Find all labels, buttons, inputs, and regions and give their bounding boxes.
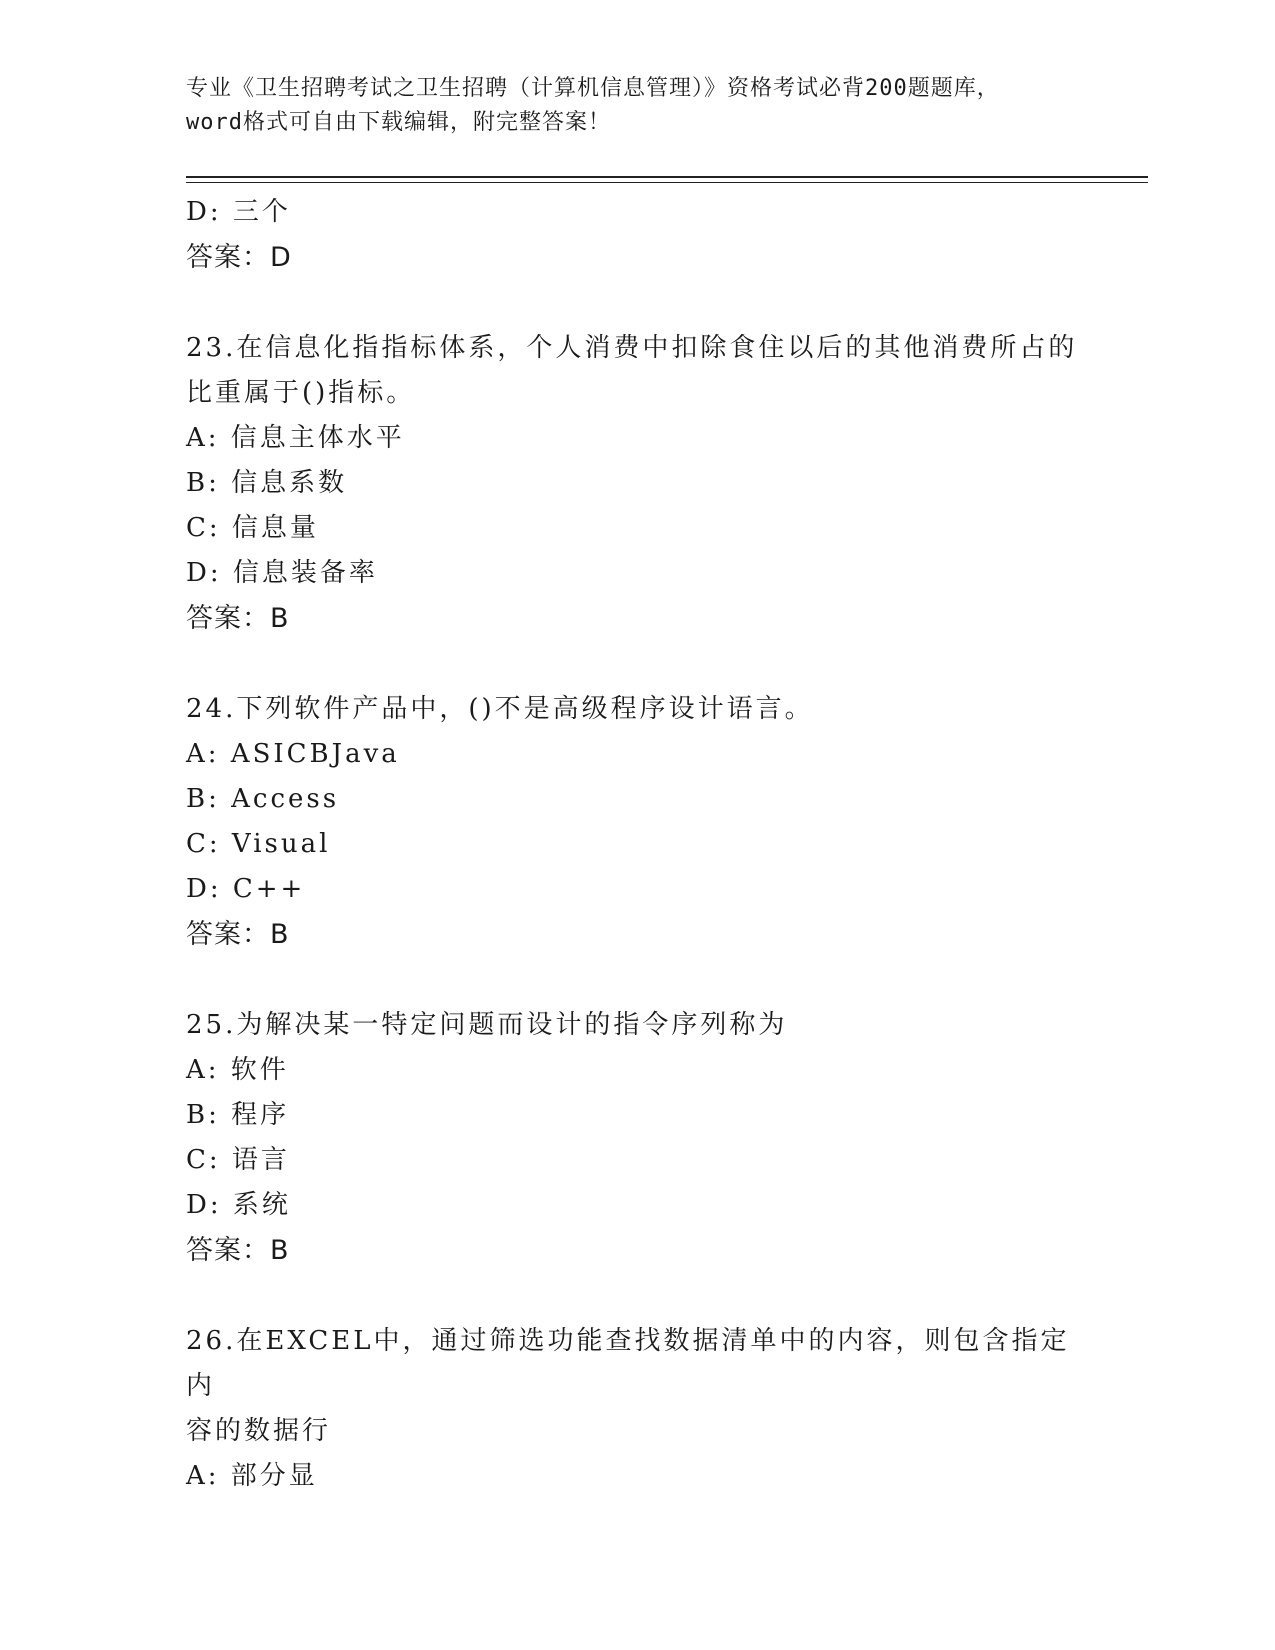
answer-line: 答案：B [186,919,290,950]
question-stem-line-1: 26.在EXCEL中，通过筛选功能查找数据清单中的内容，则包含指定内 [186,1326,1070,1401]
header-divider-thin [186,182,1148,183]
option-d: D: 信息装备率 [186,558,378,588]
option-b: B: 信息系数 [186,468,348,498]
header-line-2: word格式可自由下载编辑，附完整答案！ [186,110,611,135]
question-stem-line-2: 容的数据行 [186,1416,332,1446]
option-a: A: 软件 [186,1055,289,1085]
previous-question-tail [186,190,1086,280]
question-26 [186,1319,1086,1499]
header-line-1: 专业《卫生招聘考试之卫生招聘（计算机信息管理）》资格考试必背200题题库， [186,76,1000,101]
header-divider-thick [186,176,1148,178]
question-stem-line-1: 23.在信息化指指标体系，个人消费中扣除食住以后的其他消费所占的 [186,333,1078,363]
question-stem-line-2: 比重属于()指标。 [186,378,416,408]
question-23 [186,326,1086,641]
document-header [186,72,1086,140]
option-c: C: 信息量 [186,513,319,543]
question-list [186,190,1086,1499]
question-stem-line-1: 24.下列软件产品中，()不是高级程序设计语言。 [186,694,814,724]
option-a: A: ASICBJava [186,739,400,769]
option-d: D: 三个 [186,197,291,227]
question-25 [186,1003,1086,1273]
option-a: A: 部分显 [186,1461,318,1491]
option-b: B: Access [186,784,340,814]
option-c: C: Visual [186,829,331,859]
option-a: A: 信息主体水平 [186,423,405,453]
question-24 [186,687,1086,957]
option-d: D: C++ [186,874,306,904]
question-stem-line-1: 25.为解决某一特定问题而设计的指令序列称为 [186,1010,788,1040]
answer-line: 答案：B [186,603,290,634]
option-c: C: 语言 [186,1145,290,1175]
option-d: D: 系统 [186,1190,291,1220]
answer-line: 答案：B [186,1235,290,1266]
answer-line: 答案：D [186,242,292,273]
option-b: B: 程序 [186,1100,290,1130]
